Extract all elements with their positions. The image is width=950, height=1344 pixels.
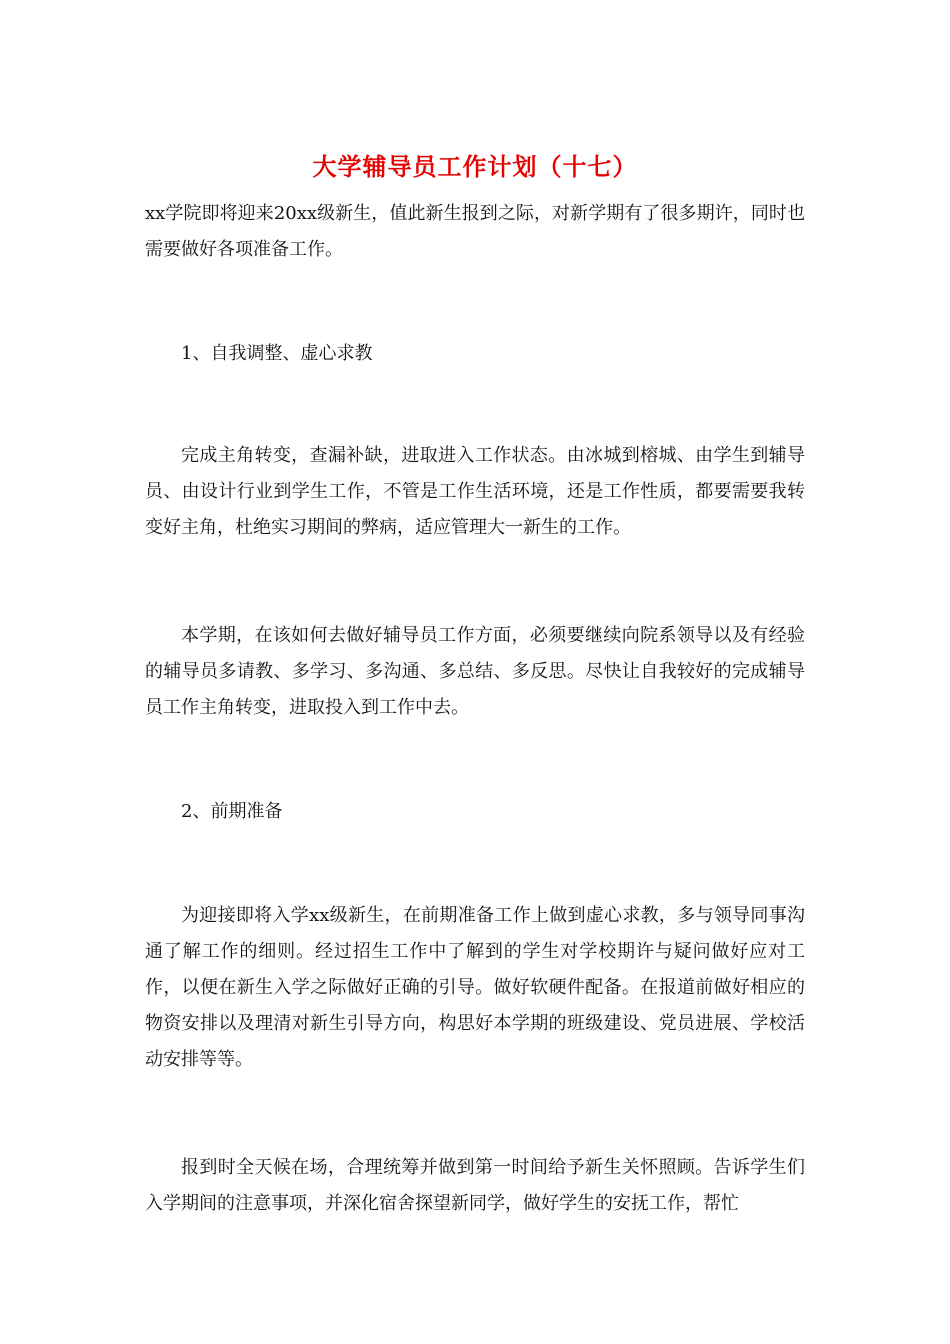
section-heading-1: 1、自我调整、虚心求教 bbox=[181, 343, 373, 364]
section-1-paragraph-2: 本学期，在该如何去做好辅导员工作方面，必须要继续向院系领导以及有经验的辅导员多请教、多学习、多沟通、多总结、多反思。尽快让自我较好的完成辅导员工作主角转变，进取投入到工作中去。 bbox=[145, 625, 805, 718]
section-heading-2: 2、前期准备 bbox=[181, 801, 283, 822]
document-title: 大学辅导员工作计划（十七） bbox=[312, 152, 638, 181]
section-1-paragraph-1: 完成主角转变，查漏补缺，进取进入工作状态。由冰城到榕城、由学生到辅导员、由设计行业到学生工作，不管是工作生活环境，还是工作性质，都要需要我转变好主角，杜绝实习期间的弊病，适应管理大一新生的工作。 bbox=[145, 445, 805, 538]
section-2-paragraph-1: 为迎接即将入学xx级新生，在前期准备工作上做到虚心求教，多与领导同事沟通了解工作的细则。经过招生工作中了解到的学生对学校期许与疑问做好应对工作，以便在新生入学之际做好正确的引导。做好软硬件配备。在报道前做好相应的物资安排以及理清对新生引导方向，构思好本学期的班级建设、党员进展、学校活动安排等等。 bbox=[145, 905, 805, 1070]
section-2-paragraph-2: 报到时全天候在场，合理统筹并做到第一时间给予新生关怀照顾。告诉学生们入学期间的注意事项，并深化宿舍探望新同学，做好学生的安抚工作，帮忙 bbox=[145, 1157, 805, 1214]
intro-paragraph: xx学院即将迎来20xx级新生，值此新生报到之际，对新学期有了很多期许，同时也需要做好各项准备工作。 bbox=[145, 203, 805, 260]
